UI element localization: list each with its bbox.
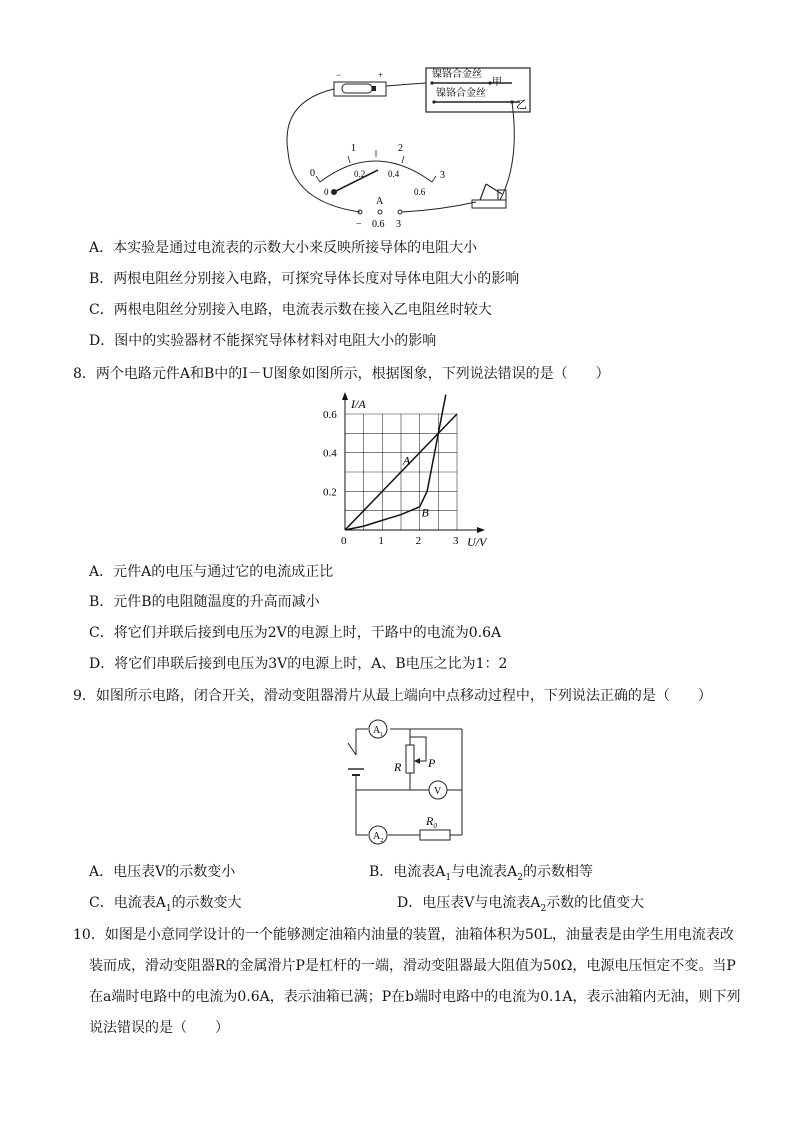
ammeter-a1-label: $A_1$: [373, 725, 384, 738]
q9-circuit-diagram: [340, 715, 470, 844]
resistance-experiment-figure: [280, 62, 540, 232]
q8-option-d: D．将它们串联后接到电压为3V的电源上时，A、B电压之比为1：2: [89, 656, 508, 672]
y-tick-label: 0.2: [323, 486, 337, 499]
voltmeter-label: V: [434, 786, 442, 797]
y-tick-label: 0.4: [323, 447, 337, 460]
x-tick-label: 0: [341, 535, 347, 547]
battery-plus: +: [378, 70, 384, 80]
q9-option-a: A．电压表V的示数变小: [89, 864, 236, 880]
meter-sub-06: 0.6: [414, 187, 426, 197]
q10-line-2: 装而成，滑动变阻器R的金属滑片P是杠杆的一端，滑动变阻器最大阻值为50Ω，电源电压恒定不变。当P: [89, 958, 736, 974]
series-line-b: [345, 395, 446, 530]
meter-tick-2: 2: [398, 143, 403, 154]
terminal-3: 3: [396, 219, 401, 230]
q8-option-b: B．元件B的电阻随温度的升高而减小: [89, 594, 320, 610]
r0-label: $R_0$: [426, 814, 437, 830]
q7-option-c: C．两根电阻丝分别接入电路，电流表示数在接入乙电阻丝时较大: [89, 302, 492, 318]
meter-tick-3: 3: [440, 170, 445, 181]
q10-line-4: 说法错误的是（ ）: [89, 1020, 229, 1036]
x-tick-label: 3: [453, 535, 459, 547]
x-axis-arrow: [477, 527, 485, 533]
terminal-06: 0.6: [372, 219, 385, 230]
q8-option-a: A．元件A的电压与通过它的电流成正比: [89, 564, 334, 580]
q9-option-c: C．电流表$A_1$的示数变大: [89, 895, 242, 914]
q7-option-d: D．图中的实验器材不能探究导体材料对电阻大小的影响: [89, 333, 437, 349]
q7-option-a: A．本实验是通过电流表的示数大小来反映所接导体的电阻大小: [89, 240, 478, 256]
q7-option-b: B．两根电阻丝分别接入电路，可探究导体长度对导体电阻大小的影响: [89, 271, 520, 287]
wire-jia-label: 镍铬合金丝: [432, 69, 482, 80]
x-tick-label: 2: [415, 535, 422, 547]
meter-sub-0: 0: [324, 187, 329, 197]
q10-line-3: 在a端时电路中的电流为0.6A，表示油箱已满；P在b端时电路中的电流为0.1A，表示油箱内无油，则下列: [89, 989, 741, 1005]
ammeter-a2-label: $A_2$: [373, 831, 384, 844]
q8-option-c: C．将它们并联后接到电压为2V的电源上时，干路中的电流为0.6A: [89, 625, 502, 641]
q8-stem: 8．两个电路元件A和B中的I－U图象如图所示，根据图象，下列说法错误的是（ ）: [73, 366, 610, 382]
q9-option-b: B．电流表$A_1$与电流表$A_2$的示数相等: [369, 864, 593, 883]
meter-sub-02: 0.2: [354, 169, 366, 179]
battery-minus: −: [336, 70, 342, 80]
iu-graph: [315, 392, 495, 552]
y-axis-label: I/A: [351, 397, 366, 411]
q9-option-d: D．电压表V与电流表$A_2$示数的比值变大: [397, 895, 645, 914]
jia-label: 甲: [492, 77, 502, 88]
y-tick-label: 0.6: [323, 409, 337, 421]
q10-line-1: 10．如图是小意同学设计的一个能够测定油箱内油量的装置，油箱体积为50L，油量表是由学生用电流表改: [73, 927, 734, 943]
meter-sub-04: 0.4: [388, 169, 400, 179]
series-label-a: A: [402, 453, 411, 468]
rheostat-label: R: [394, 760, 402, 774]
series-label-b: B: [421, 505, 429, 520]
slider-label: P: [428, 756, 436, 770]
wire-yi-label: 镍铬合金丝: [436, 88, 486, 99]
x-tick-label: 1: [378, 535, 384, 547]
terminal-minus: −: [356, 219, 362, 230]
meter-tick-0: 0: [310, 168, 315, 179]
yi-label: 乙: [516, 99, 527, 111]
y-axis-arrow: [342, 392, 348, 400]
q9-stem: 9．如图所示电路，闭合开关，滑动变阻器滑片从最上端向中点移动过程中，下列说法正确的是（ ）: [73, 688, 712, 704]
meter-unit: A: [376, 196, 384, 207]
x-axis-label: U/V: [467, 535, 487, 549]
meter-tick-1: 1: [351, 143, 356, 154]
